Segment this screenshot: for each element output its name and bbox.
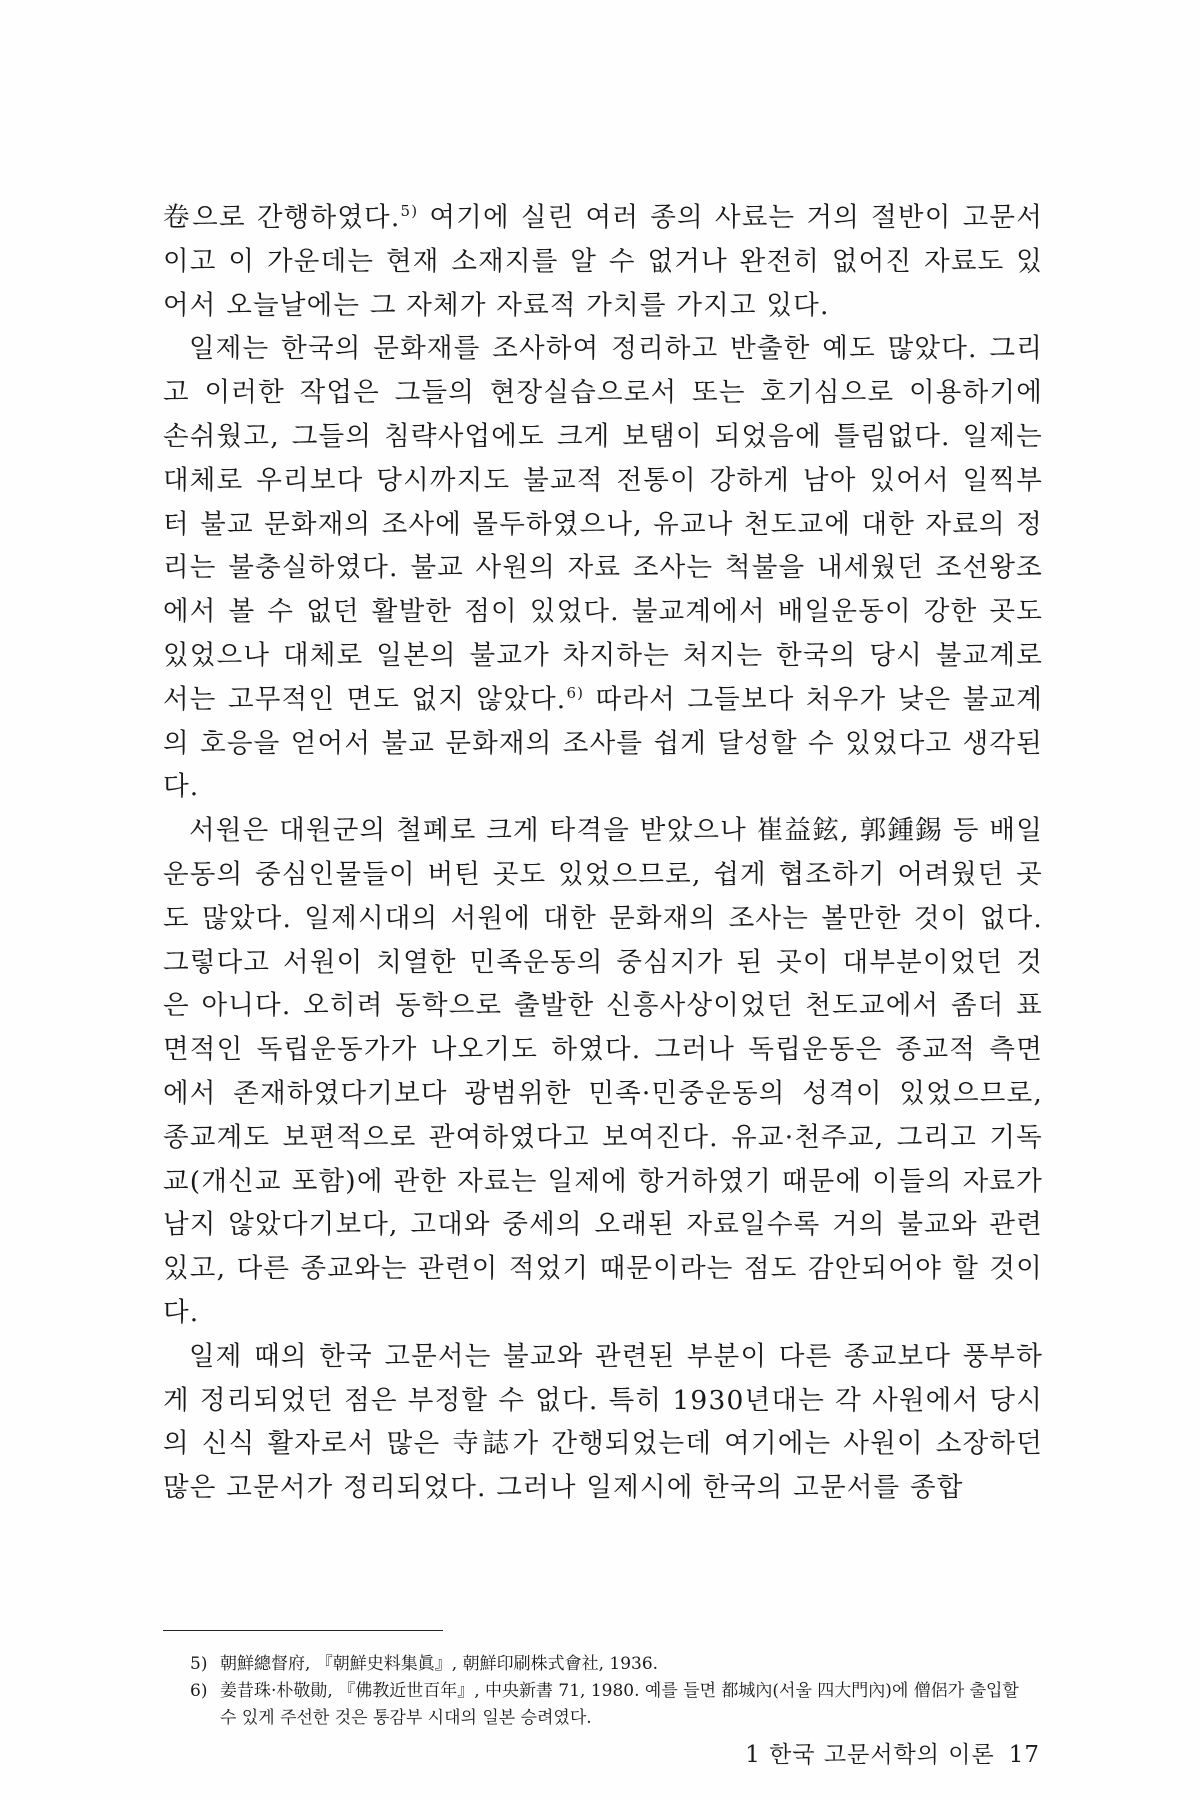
chapter-title: 1 한국 고문서학의 이론: [745, 1742, 995, 1768]
paragraph-2-lead: 일제는 한국의 문화재를 조사하여 정리하고 반출한 예도 많았다. 그리고 이러한 작업은 그들의 현장실습으로서 또는 호기심으로 이용하기에 손쉬웠고, 그들의 침략사업에도 크게 보탬이 되었음에 틀림없다. 일제는 대체로 우리보다 당시까지도 불교적 전통이 강하게 남아 있어서 일찍부터 불교 문화재의 조사에 몰두하였으나, 유교나 천도교에 대한 자료의 정리는 불충실하였다. 불교 사원의 자료 조사는 척불을 내세웠던 조선왕조에서 볼 수 없던 활발한 점이 있었다. 불교계에서 배일운동이 강한 곳도 있었으나 대체로 일본의 불교가 차지하는 처지는 한국의 당시 불교계로서는 고무적인 면도 없지 않았다.: [163, 333, 1043, 715]
footnote-number: 5): [190, 1654, 208, 1674]
paragraph-4: 일제 때의 한국 고문서는 불교와 관련된 부분이 다른 종교보다 풍부하게 정리되었던 점은 부정할 수 없다. 특히 1930년대는 각 사원에서 당시의 신식 활자로서 많은 寺誌가 간행되었는데 여기에는 사원이 소장하던 많은 고문서가 정리되었다. 그러나 일제시에 한국의 고문서를 종합: [163, 1340, 1043, 1504]
footnote-6: [190, 1678, 1040, 1732]
paragraph-1-lead: 卷으로 간행하였다.: [163, 202, 401, 233]
page-footer: [731, 1736, 1040, 1769]
footnote-text: 朝鮮總督府, 『朝鮮史料集眞』, 朝鮮印刷株式會社, 1936.: [220, 1654, 659, 1674]
footnote-ref-5: 5): [400, 202, 419, 221]
paragraph-2: [163, 327, 1043, 809]
footnote-ref-6: 6): [566, 683, 585, 702]
paragraph-2-rest: 따라서 그들보다 처우가 낮은 불교계의 호응을 얻어서 불교 문화재의 조사를 쉽게 달성할 수 있었다고 생각된다.: [163, 683, 1043, 803]
footnotes: [190, 1651, 1040, 1732]
footnote-text: 姜昔珠·朴敬勛, 『佛教近世百年』, 中央新書 71, 1980. 예를 들면 都城內(서울 四大門內)에 僧侶가 출입할 수 있게 주선한 것은 통감부 시대의 일본 승려였다.: [220, 1681, 1019, 1728]
footnote-number: 6): [190, 1681, 208, 1701]
page-number: 17: [1008, 1742, 1040, 1768]
paragraph-1-rest: 여기에 실린 여러 종의 사료는 거의 절반이 고문서이고 이 가운데는 현재 소재지를 알 수 없거나 완전히 없어진 자료도 있어서 오늘날에는 그 자체가 자료적 가치를 가지고 있다.: [163, 202, 1043, 321]
body-text: [163, 196, 1043, 1510]
footnote-divider: [163, 1630, 443, 1631]
footnote-5: [190, 1651, 1040, 1678]
paragraph-3: 서원은 대원군의 철폐로 크게 타격을 받았으나 崔益鉉, 郭鍾錫 등 배일운동의 중심인물들이 버틴 곳도 있었으므로, 쉽게 협조하기 어려웠던 곳도 많았다. 일제시대의 서원에 대한 문화재의 조사는 볼만한 것이 없다. 그렇다고 서원이 치열한 민족운동의 중심지가 된 곳이 대부분이었던 것은 아니다. 오히려 동학으로 출발한 신흥사상이었던 천도교에서 좀더 표면적인 독립운동가가 나오기도 하였다. 그러나 독립운동은 종교적 측면에서 존재하였다기보다 광범위한 민족·민중운동의 성격이 있었으므로, 종교계도 보편적으로 관여하였다고 보여진다. 유교·천주교, 그리고 기독교(개신교 포함)에 관한 자료는 일제에 항거하였기 때문에 이들의 자료가 남지 않았다기보다, 고대와 중세의 오래된 자료일수록 거의 불교와 관련있고, 다른 종교와는 관련이 적었기 때문이라는 점도 감안되어야 할 것이다.: [163, 815, 1043, 1328]
paragraph-1: [163, 196, 1043, 327]
